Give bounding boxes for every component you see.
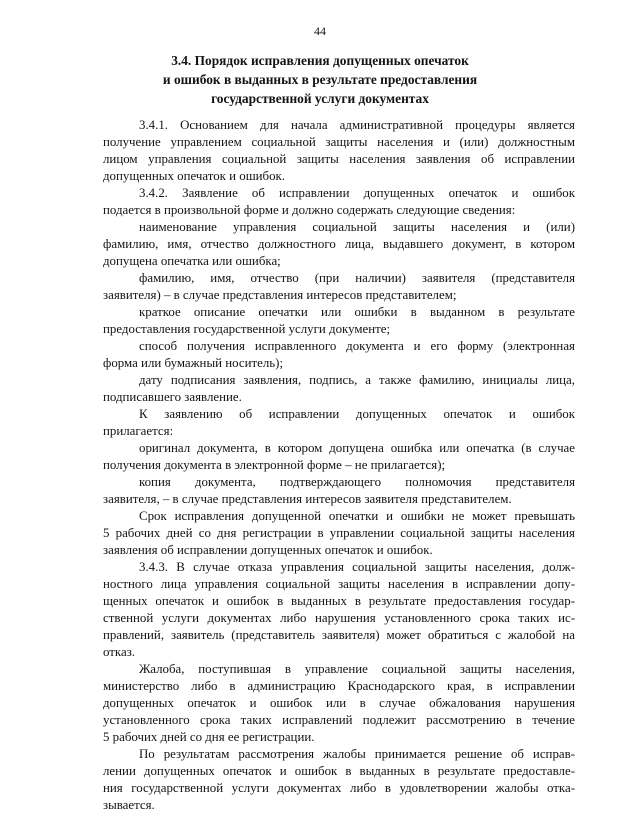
body-text	[103, 117, 575, 814]
text-line: правлений, заявитель (представитель заявителя) может обратиться с жалобой на	[103, 628, 575, 642]
paragraph	[103, 661, 575, 746]
text-line: форма или бумажный носитель);	[103, 356, 284, 370]
text-line: дату подписания заявления, подпись, а также фамилию, инициалы лица,	[139, 373, 575, 387]
text-line: лении допущенных опечаток и ошибок в выданных в результате предоставле-	[103, 764, 575, 778]
section-heading	[120, 51, 520, 108]
text-line: щенных опечаток и ошибок в выданных в результате предоставления государ-	[103, 594, 575, 608]
text-line: оригинал документа, в котором допущена ошибка или опечатка (в случае	[139, 441, 575, 455]
paragraph	[103, 746, 575, 814]
text-line: 3.4.2. Заявление об исправлении допущенных опечаток и ошибок	[139, 186, 575, 200]
page-number: 44	[314, 24, 326, 38]
text-line: подается в произвольной форме и должно содержать следующие сведения:	[103, 203, 516, 217]
text-line: Жалоба, поступившая в управление социальной защиты населения,	[139, 662, 575, 676]
text-line: подписавшего заявление.	[103, 390, 242, 404]
paragraph	[103, 440, 575, 474]
paragraph	[103, 508, 575, 559]
text-line: получение управлением социальной защиты населения и (или) должностным	[103, 135, 575, 149]
paragraph	[103, 304, 575, 338]
text-line: зывается.	[103, 798, 155, 812]
text-line: заявления об исправлении допущенных опечаток и ошибок.	[103, 543, 433, 557]
text-line: Срок исправления допущенной опечатки и ошибки не может превышать	[139, 509, 575, 523]
text-line: способ получения исправленного документа и его форму (электронная	[139, 339, 575, 353]
heading-line: государственной услуги документах	[211, 91, 429, 106]
text-line: заявителя, – в случае представления интересов заявителя представителем.	[103, 492, 512, 506]
text-line: допущенных опечаток и ошибок или в случае обжалования нарушения	[103, 696, 575, 710]
paragraph	[103, 559, 575, 661]
text-line: 5 рабочих дней со дня регистрации в управлении социальной защиты населения	[103, 526, 575, 540]
text-line: лицом управления социальной защиты населения заявления об исправлении	[103, 152, 575, 166]
text-line: наименование управления социальной защиты населения и (или)	[139, 220, 575, 234]
text-line: министерство либо в администрацию Краснодарского края, в исправлении	[103, 679, 575, 693]
paragraph	[103, 372, 575, 406]
text-line: ственной услуги документах либо нарушения установленного срока таких ис-	[103, 611, 575, 625]
heading-line: 3.4. Порядок исправления допущенных опечаток	[171, 53, 469, 68]
paragraph	[103, 338, 575, 372]
text-line: ностного лица управления социальной защиты населения в исправлении допу-	[103, 577, 575, 591]
text-line: 3.4.3. В случае отказа управления социальной защиты населения, долж-	[139, 560, 575, 574]
paragraph	[103, 270, 575, 304]
text-line: фамилию, имя, отчество (при наличии) заявителя (представителя	[139, 271, 575, 285]
text-line: допущена опечатка или ошибка;	[103, 254, 281, 268]
paragraph	[103, 474, 575, 508]
text-line: К заявлению об исправлении допущенных опечаток и ошибок	[139, 407, 575, 421]
text-line: По результатам рассмотрения жалобы принимается решение об исправ-	[139, 747, 575, 761]
text-line: копия документа, подтверждающего полномочия представителя	[139, 475, 575, 489]
text-line: прилагается:	[103, 424, 174, 438]
heading-line: и ошибок в выданных в результате предоставления	[162, 72, 478, 87]
text-line: заявителя) – в случае представления интересов представителем;	[103, 288, 457, 302]
text-line: отказ.	[103, 645, 136, 659]
text-line: ния государственной услуги документах либо в удовлетворении жалобы отка-	[103, 781, 575, 795]
text-line: получения документа в электронной форме – не прилагается);	[103, 458, 446, 472]
text-line: допущенных опечаток и ошибок.	[103, 169, 286, 183]
paragraph	[103, 219, 575, 270]
text-line: 5 рабочих дней со дня ее регистрации.	[103, 730, 315, 744]
text-line: фамилию, имя, отчество должностного лица, выдавшего документ, в котором	[103, 237, 575, 251]
paragraph	[103, 406, 575, 440]
text-line: 3.4.1. Основанием для начала административной процедуры является	[139, 118, 575, 132]
paragraph	[103, 185, 575, 219]
text-line: установленного срока таких исправлений подлежит рассмотрению в течение	[103, 713, 575, 727]
text-line: краткое описание опечатки или ошибки в выданном в результате	[139, 305, 575, 319]
paragraph	[103, 117, 575, 185]
text-line: предоставления государственной услуги документе;	[103, 322, 391, 336]
